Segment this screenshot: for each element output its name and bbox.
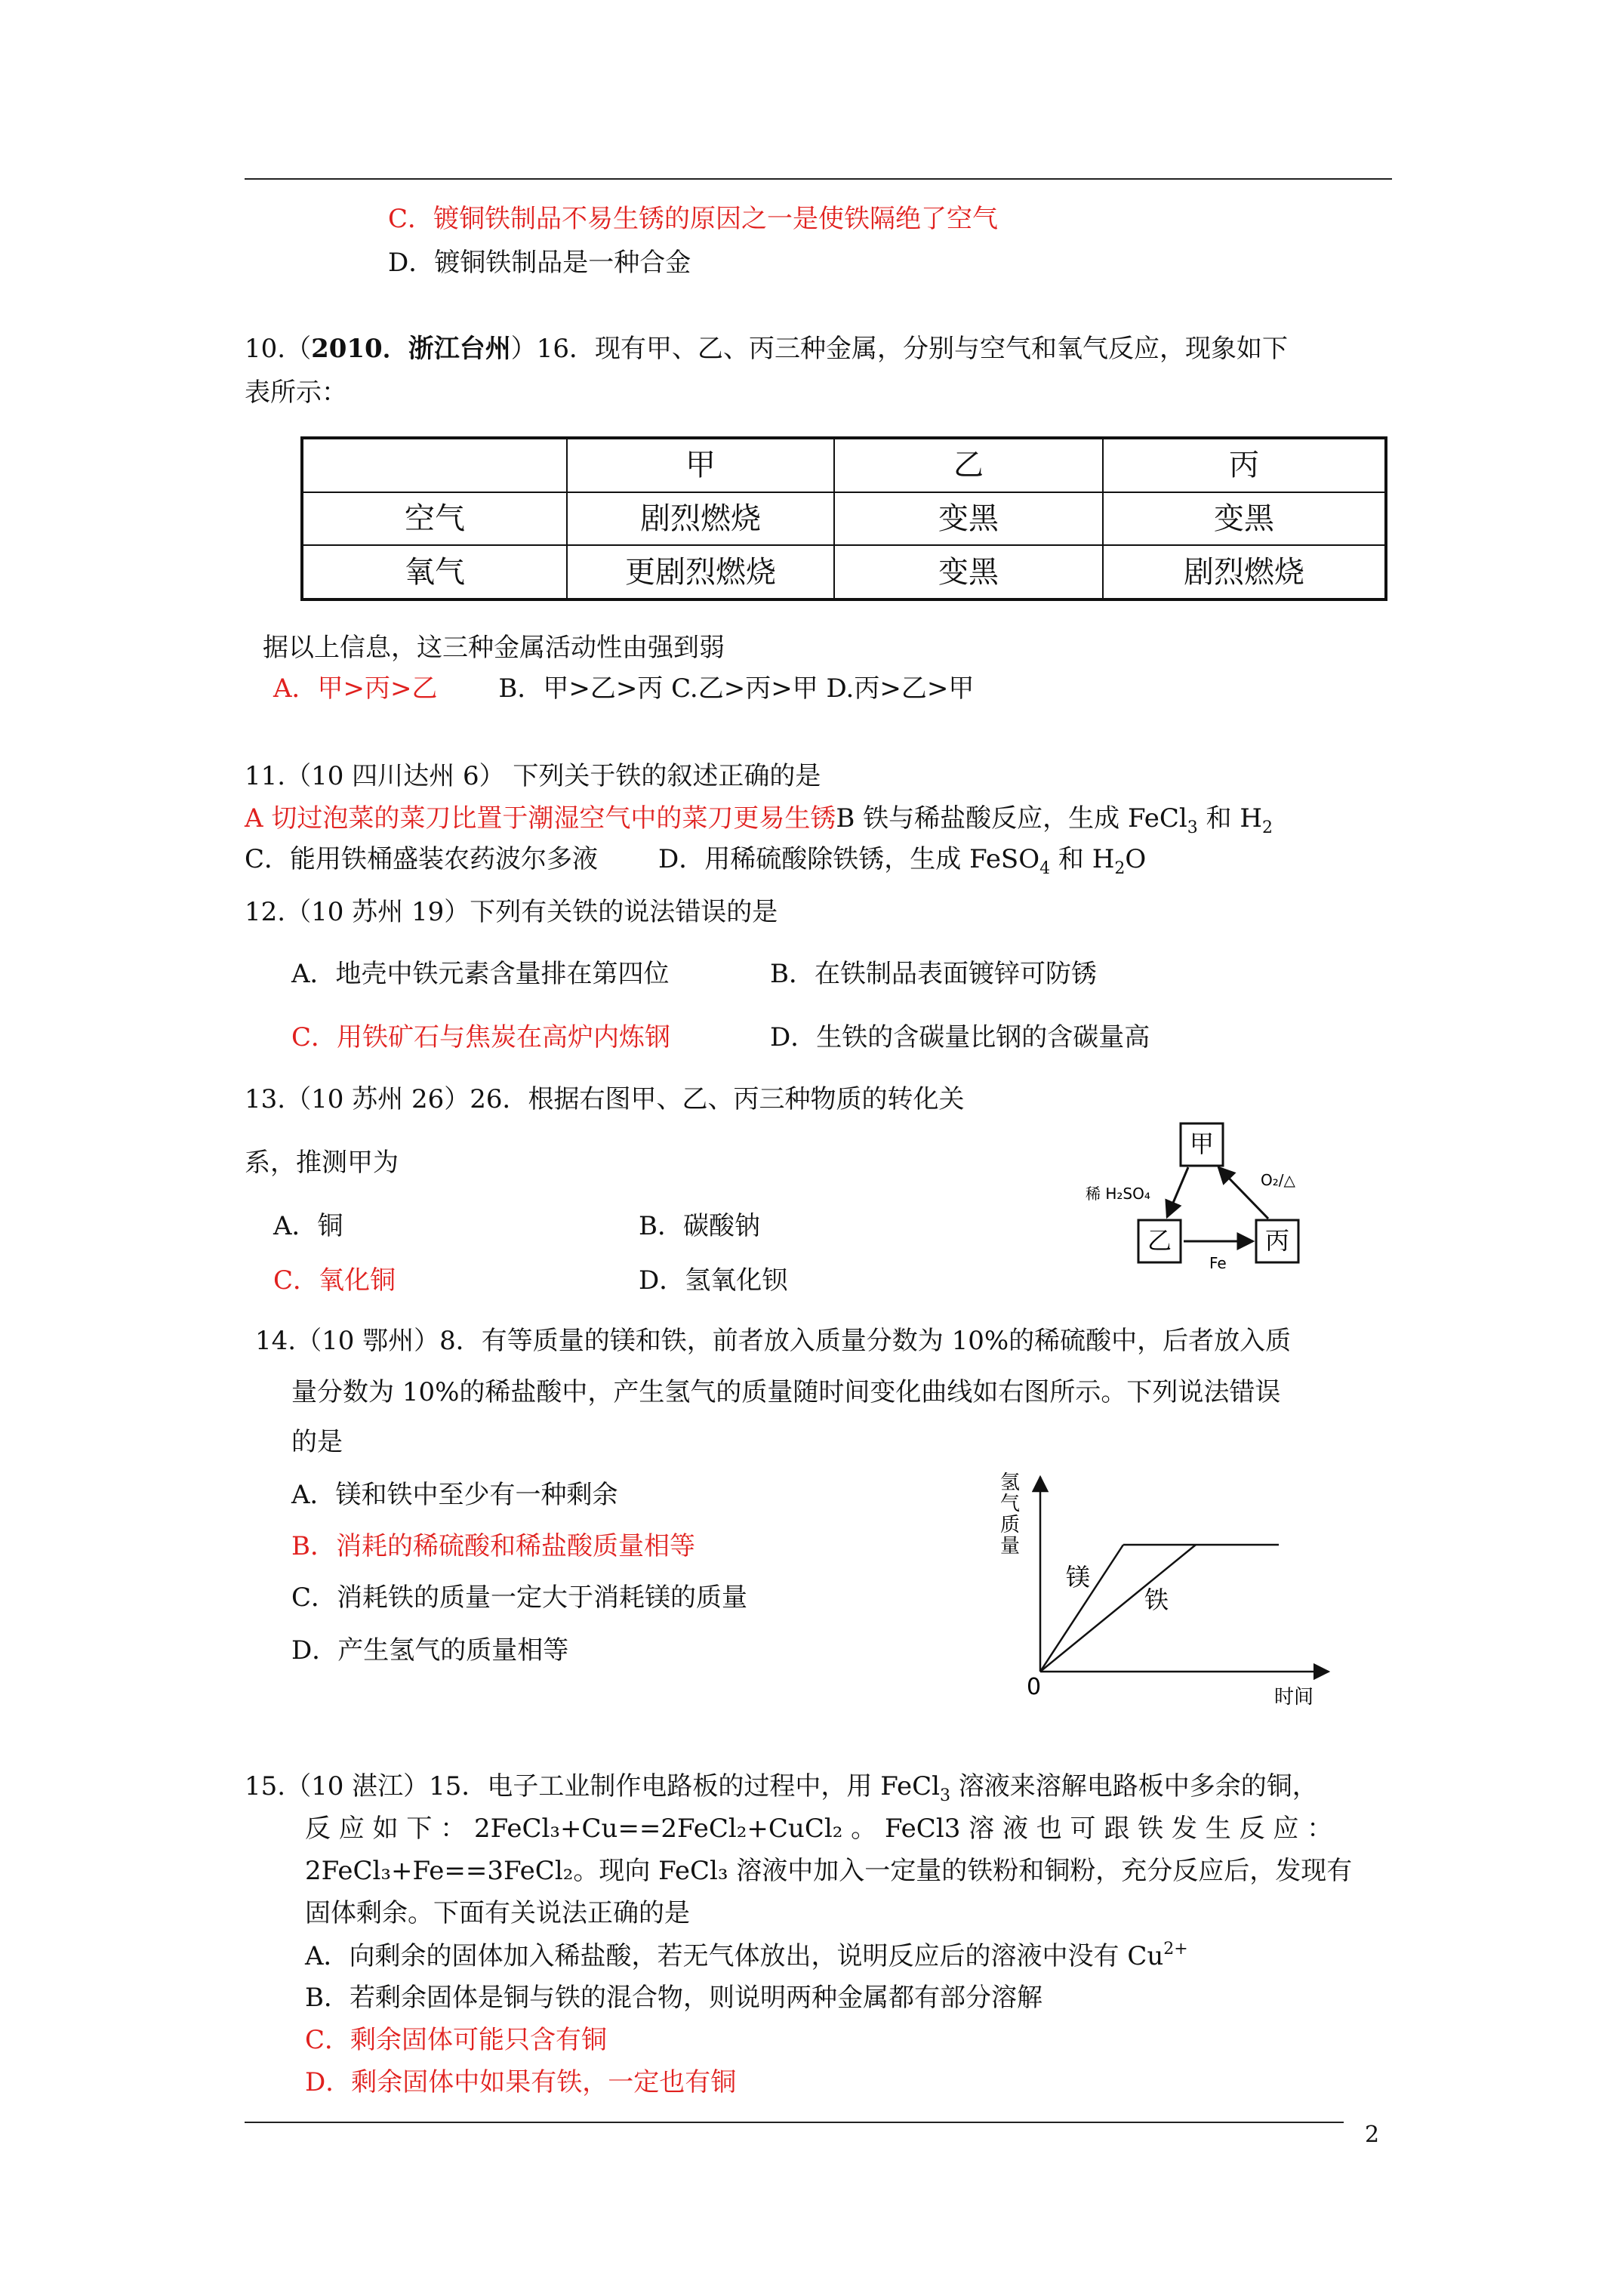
conversion-diagram (1075, 1113, 1324, 1281)
q10-stem-line2: 表所示： (245, 378, 347, 408)
q10-question: 据以上信息，这三种金属活动性由强到弱 (263, 633, 725, 663)
q14-option-c: C．消耗铁的质量一定大于消耗镁的质量 (291, 1583, 748, 1613)
table-cell: 更剧烈燃烧 (567, 545, 834, 599)
q13-option-c: C．氧化铜 (273, 1265, 396, 1296)
q13-option-d: D．氢氧化钡 (639, 1265, 788, 1296)
q15-line4: 固体剩余。下面有关说法正确的是 (305, 1898, 690, 1928)
q12-stem: 12.（10 苏州 19）下列有关铁的说法错误的是 (245, 897, 778, 927)
q14-option-d: D．产生氢气的质量相等 (291, 1635, 569, 1666)
q11-options-ab (245, 802, 1273, 840)
x-axis-label: 时间 (1274, 1686, 1314, 1709)
hydrogen-mass-graph (989, 1451, 1344, 1715)
q13-option-a: A．铜 (273, 1211, 343, 1241)
q14-stem-line2: 量分数为 10%的稀盐酸中，产生氢气的质量随时间变化曲线如右图所示。下列说法错误 (291, 1377, 1281, 1407)
header-rule (245, 178, 1392, 180)
table-header-row (302, 438, 1386, 492)
q15-line3: 2FeCl₃+Fe==3FeCl₂。现向 FeCl₃ 溶液中加入一定量的铁粉和铜粉，充分反应后，发现有 (305, 1856, 1353, 1886)
q10-option-a: A．甲>丙>乙 (273, 673, 438, 704)
q10-source: 2010．浙江台州 (311, 334, 511, 364)
node-bing-label: 丙 (1264, 1226, 1290, 1255)
table-cell: 变黑 (834, 545, 1103, 599)
table-row-oxygen (302, 545, 1386, 599)
q14-option-b: B．消耗的稀硫酸和稀盐酸质量相等 (291, 1531, 695, 1561)
q9-option-c: C．镀铜铁制品不易生锈的原因之一是使铁隔绝了空气 (388, 204, 999, 234)
q15-option-c: C．剩余固体可能只含有铜 (305, 2025, 608, 2055)
q15-line1: 15.（10 湛江）15．电子工业制作电路板的过程中，用 FeCl$_3$ 溶液来溶解电路板中多余的铜， (245, 1771, 1318, 1805)
magnesium-label: 镁 (1066, 1563, 1091, 1592)
table-cell: 剧烈燃烧 (1103, 545, 1386, 599)
table-header-bing: 丙 (1103, 438, 1386, 492)
q10-options-bcd: B．甲>乙>丙 C.乙>丙>甲 D.丙>乙>甲 (498, 673, 975, 704)
footer-rule (245, 2122, 1344, 2123)
metal-reaction-table (300, 436, 1387, 601)
table-corner-cell (302, 438, 567, 492)
origin-label: 0 (1027, 1674, 1042, 1700)
q15-line2: 反 应 如 下 ： 2FeCl₃+Cu==2FeCl₂+CuCl₂ 。 FeCl3 溶 液 也 可 跟 铁 发 生 反 应 ： (305, 1814, 1333, 1844)
q13-stem-line2: 系，推测甲为 (245, 1148, 399, 1178)
q15-option-d: D．剩余固体中如果有铁，一定也有铜 (305, 2067, 737, 2097)
q15-option-b: B．若剩余固体是铜与铁的混合物，则说明两种金属都有部分溶解 (305, 1983, 1042, 2013)
table-cell: 剧烈燃烧 (567, 492, 834, 545)
q11-option-c: C．能用铁桶盛装农药波尔多液 (245, 844, 599, 874)
q9-option-d: D．镀铜铁制品是一种合金 (388, 248, 691, 278)
q11-option-b: B 铁与稀盐酸反应，生成 FeCl$_3$ 和 $H_2$ (836, 803, 1273, 837)
iron-curve (1040, 1545, 1196, 1672)
y-axis-label: 氢气质量 (999, 1472, 1021, 1558)
label-dilute-h2so4: 稀 H₂SO₄ (1086, 1185, 1150, 1203)
q10-stem-line1: 10.（2010．浙江台州）16．现有甲、乙、丙三种金属，分别与空气和氧气反应，现象如下 (245, 334, 1288, 364)
table-cell: 变黑 (1103, 492, 1386, 545)
q14-option-a: A．镁和铁中至少有一种剩余 (291, 1480, 618, 1510)
table-cell: 变黑 (834, 492, 1103, 545)
page-number: 2 (1365, 2122, 1380, 2148)
q14-stem-line3: 的是 (291, 1427, 343, 1457)
q11-option-d: D．用稀硫酸除铁锈，生成 FeSO$_4$ 和 $H_2O$ (658, 844, 1147, 878)
table-header-jia: 甲 (567, 438, 834, 492)
q12-option-b: B．在铁制品表面镀锌可防锈 (770, 959, 1097, 989)
table-cell: 空气 (302, 492, 567, 545)
q12-option-a: A．地壳中铁元素含量排在第四位 (291, 959, 670, 989)
q12-option-c: C．用铁矿石与焦炭在高炉内炼钢 (291, 1022, 671, 1052)
table-header-yi: 乙 (834, 438, 1103, 492)
q13-option-b: B．碳酸钠 (639, 1211, 760, 1241)
arrow-jia-to-yi (1167, 1167, 1188, 1217)
node-jia-label: 甲 (1189, 1130, 1215, 1158)
table-cell: 氧气 (302, 545, 567, 599)
label-iron: Fe (1209, 1254, 1227, 1272)
iron-label: 铁 (1144, 1586, 1169, 1614)
q13-stem-line1: 13.（10 苏州 26）26．根据右图甲、乙、丙三种物质的转化关 (245, 1084, 965, 1114)
q14-stem-line1: 14.（10 鄂州）8．有等质量的镁和铁，前者放入质量分数为 10%的稀硫酸中，后者放入质 (255, 1326, 1292, 1356)
q10-options (273, 672, 974, 705)
table-row-air (302, 492, 1386, 545)
q12-option-d: D．生铁的含碳量比钢的含碳量高 (770, 1022, 1150, 1052)
q15-option-a: A．向剩余的固体加入稀盐酸，若无气体放出，说明反应后的溶液中没有 $Cu^{2+}$ (305, 1940, 1188, 1971)
node-yi-label: 乙 (1147, 1226, 1172, 1255)
q11-option-a: A 切过泡菜的菜刀比置于潮湿空气中的菜刀更易生锈 (245, 803, 836, 834)
q11-stem: 11.（10 四川达州 6） 下列关于铁的叙述正确的是 (245, 761, 821, 791)
q11-options-cd (245, 843, 1146, 880)
label-oxygen-heat: O₂/△ (1261, 1171, 1295, 1189)
